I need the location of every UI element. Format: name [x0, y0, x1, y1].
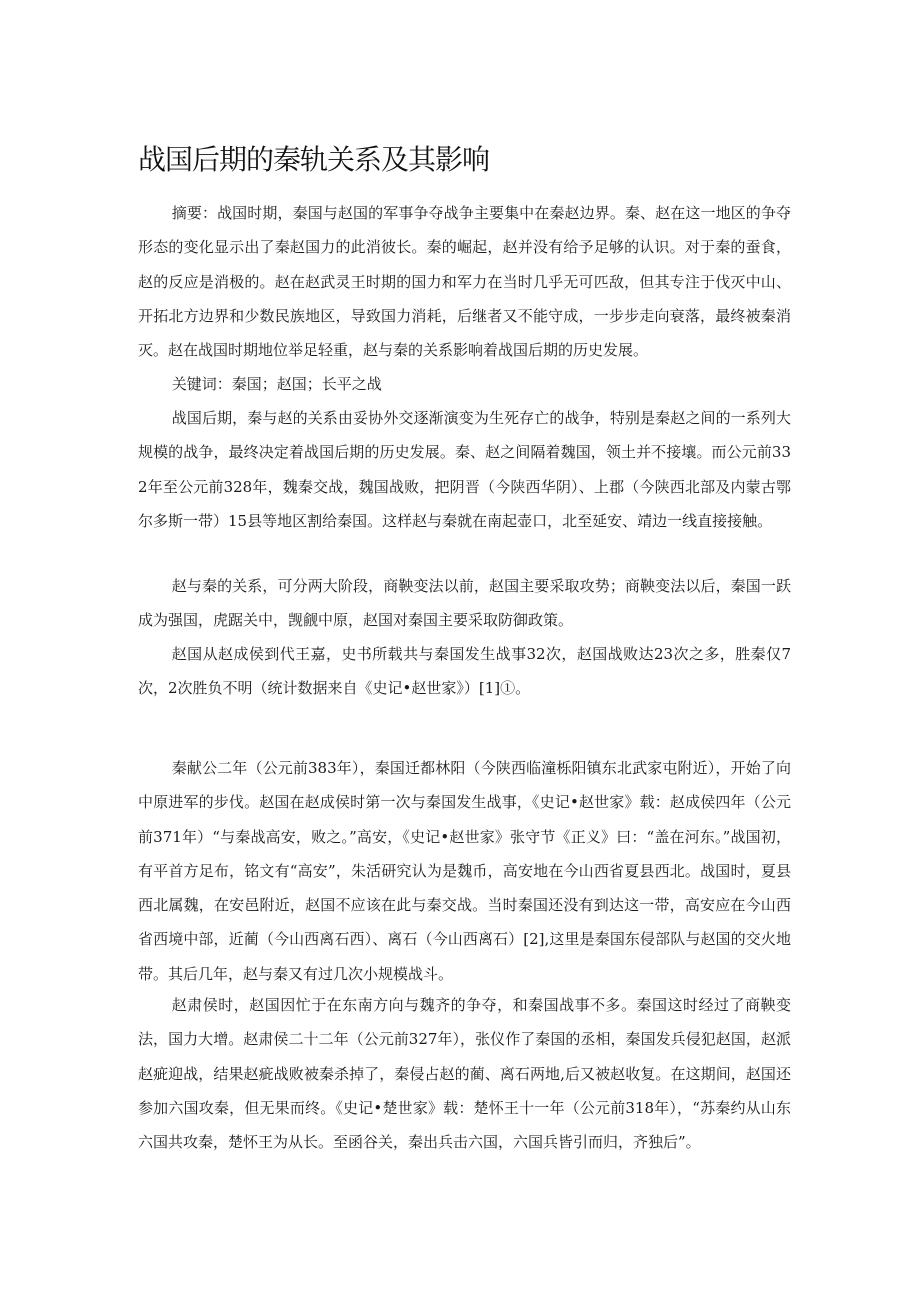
abstract-paragraph: 摘要：战国时期，秦国与赵国的军事争夺战争主要集中在秦赵边界。秦、赵在这一地区的争夺形态的变化显示出了秦赵国力的此消彼长。秦的崛起，赵并没有给予足够的认识。对于秦的蚕食，赵的反应是消极的。赵在赵武灵王时期的国力和军力在当时几乎无可匹敌，但其专注于伐灭中山、开拓北方边界和少数民族地区，导致国力消耗，后继者又不能守成，一步步走向衰落，最终被秦消灭。赵在战国时期地位举足轻重，赵与秦的关系影响着战国后期的历史发展。: [138, 204, 791, 360]
document-title: 战国后期的秦轨关系及其影响: [138, 143, 490, 176]
body-paragraph-4: 秦献公二年（公元前383年），秦国迁都林阳（今陕西临潼栎阳镇东北武家屯附近），开始了向中原进军的步伐。赵国在赵成侯时第一次与秦国发生战事，《史记•赵世家》载：赵成侯四年（公元前371年）“与秦战高安，败之。”高安，《史记•赵世家》张守节《正义》曰：“盖在河东。”战国初，有平首方足布，铭文有“高安”，朱活研究认为是魏币，高安地在今山西省夏县西北。战国时，夏县西北属魏，在安邑附近，赵国不应该在此与秦交战。当时秦国还没有到达这一带，高安应在今山西省西境中部，近蔺（今山西离石西）、离石（今山西离石）[2],这里是秦国东侵部队与赵国的交火地带。其后几年，赵与秦又有过几次小规模战斗。: [138, 759, 791, 983]
body-paragraph-2: 赵与秦的关系，可分两大阶段，商鞅变法以前，赵国主要采取攻势；商鞅变法以后，秦国一跃成为强国，虎踞关中，觊觎中原，赵国对秦国主要采取防御政策。: [138, 577, 791, 630]
body-paragraph-1: 战国后期，秦与赵的关系由妥协外交逐渐演变为生死存亡的战争，特别是秦赵之间的一系列大规模的战争，最终决定着战国后期的历史发展。秦、赵之间隔着魏国，领土并不接壤。而公元前332年至公元前328年，魏秦交战，魏国战败，把阴晋（今陕西华阴）、上郡（今陕西北部及内蒙古鄂尔多斯一带）15县等地区割给秦国。这样赵与秦就在南起壶口，北至延安、靖边一线直接接触。: [138, 409, 791, 530]
keywords-line: 关键词：秦国；赵国；长平之战: [171, 375, 382, 393]
body-paragraph-3: 赵国从赵成侯到代王嘉，史书所载共与秦国发生战事32次，赵国战败达23次之多，胜秦仅7次，2次胜负不明（统计数据来自《史记•赵世家》）[1]①。: [138, 645, 791, 698]
body-paragraph-5: 赵肃侯时，赵国因忙于在东南方向与魏齐的争夺，和秦国战事不多。秦国这时经过了商鞅变法，国力大增。赵肃侯二十二年（公元前327年），张仪作了秦国的丞相，秦国发兵侵犯赵国，赵派赵疵迎战，结果赵疵战败被秦杀掉了，秦侵占赵的蔺、离石两地,后又被赵收复。在这期间，赵国还参加六国攻秦，但无果而终。《史记•楚世家》载：楚怀王十一年（公元前318年），“苏秦约从山东六国共攻秦，楚怀王为从长。至函谷关，秦出兵击六国，六国兵皆引而归，齐独后”。: [138, 996, 791, 1152]
